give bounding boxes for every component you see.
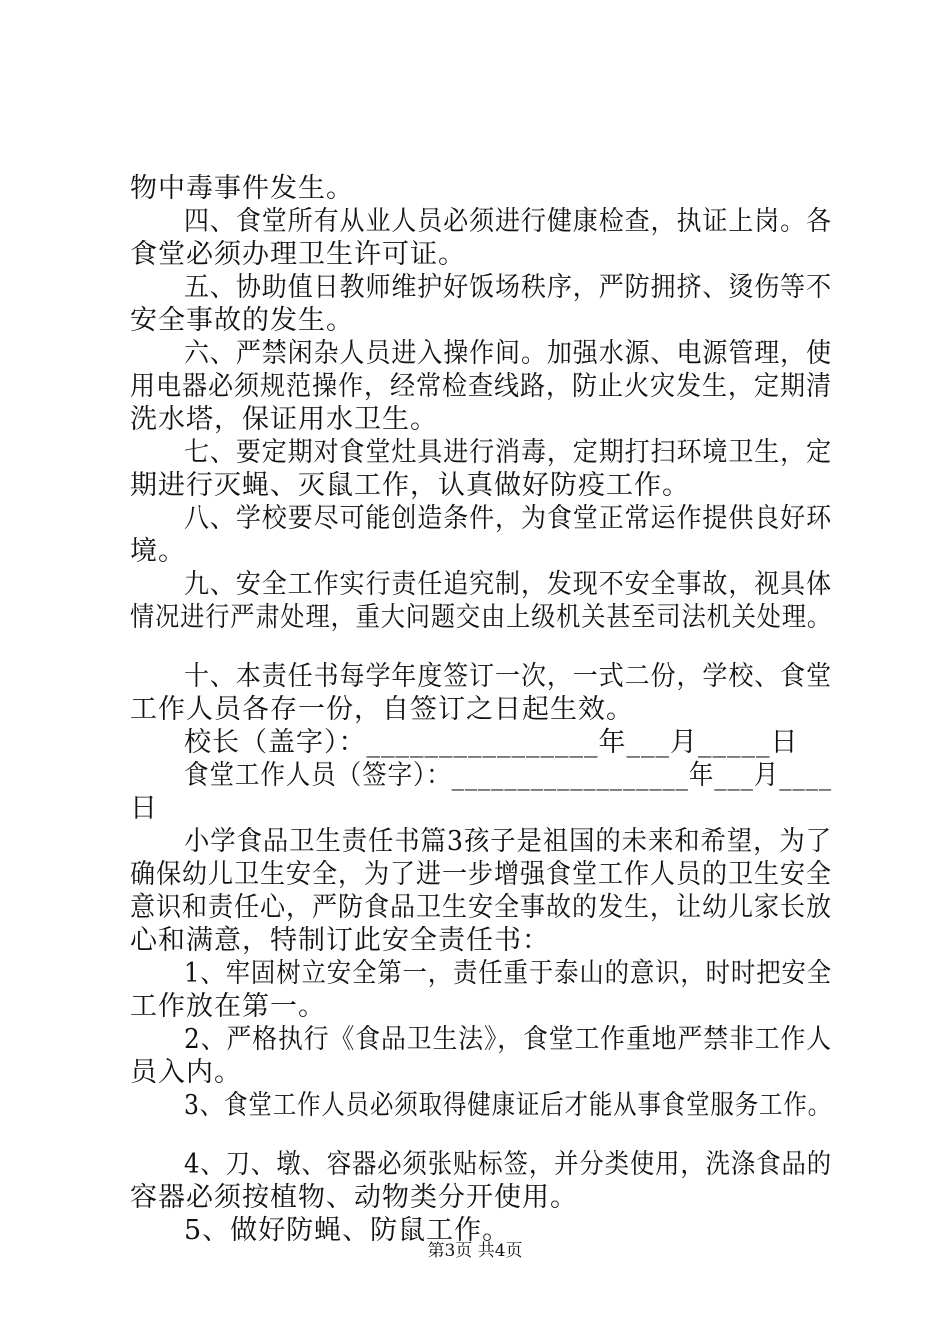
signature-line-staff: 食堂工作人员（签字）：__________________年___月____ [184,760,832,791]
text-line: 洗水塔，保证用水卫生。 [130,404,438,435]
text-line: 情况进行严肃处理，重大问题交由上级机关甚至司法机关处理。 [130,602,832,633]
text-line: 五、协助值日教师维护好饭场秩序，严防拥挤、烫伤等不 [184,272,832,303]
text-line: 3、食堂工作人员必须取得健康证后才能从事食堂服务工作。 [184,1090,832,1121]
text-line: 意识和责任心，严防食品卫生安全事故的发生，让幼儿家长放 [130,892,832,923]
text-line: 工作人员各存一份，自签订之日起生效。 [130,694,634,725]
text-line: 容器必须按植物、动物类分开使用。 [130,1182,578,1213]
text-line: 七、要定期对食堂灶具进行消毒，定期打扫环境卫生，定 [184,437,832,468]
text-line: 四、食堂所有从业人员必须进行健康检查，执证上岗。各 [184,206,832,237]
text-line: 期进行灭蝇、灭鼠工作，认真做好防疫工作。 [130,470,690,501]
text-line: 日 [130,793,158,824]
text-line: 1、牢固树立安全第一，责任重于泰山的意识，时时把安全 [184,958,832,989]
text-line: 六、严禁闲杂人员进入操作间。加强水源、电源管理，使 [184,338,832,369]
text-line: 确保幼儿卫生安全，为了进一步增强食堂工作人员的卫生安全 [130,859,832,890]
text-line: 2、严格执行《食品卫生法》，食堂工作重地严禁非工作人 [184,1024,832,1055]
text-line: 5、做好防蝇、防鼠工作。 [184,1215,511,1246]
text-line: 工作放在第一。 [130,991,326,1022]
text-line: 心和满意，特制订此安全责任书： [130,925,550,956]
text-line: 食堂必须办理卫生许可证。 [130,239,466,270]
text-line: 物中毒事件发生。 [130,173,354,204]
text-line: 安全事故的发生。 [130,305,354,336]
text-line: 用电器必须规范操作，经常检查线路，防止火灾发生，定期清 [130,371,832,402]
signature-line-principal: 校长（盖字）：________________年___月_____日 [184,727,799,758]
page-number-footer: 第3页 共4页 [427,1241,523,1261]
text-line: 小学食品卫生责任书篇3孩子是祖国的未来和希望，为了 [184,826,832,857]
text-line: 九、安全工作实行责任追究制，发现不安全事故，视具体 [184,569,832,600]
text-line: 八、学校要尽可能创造条件，为食堂正常运作提供良好环 [184,503,832,534]
text-line: 十、本责任书每学年度签订一次，一式二份，学校、食堂 [184,661,832,692]
text-line: 员入内。 [130,1057,242,1088]
text-line: 境。 [130,536,186,567]
text-line: 4、刀、墩、容器必须张贴标签，并分类使用，洗涤食品的 [184,1149,832,1180]
